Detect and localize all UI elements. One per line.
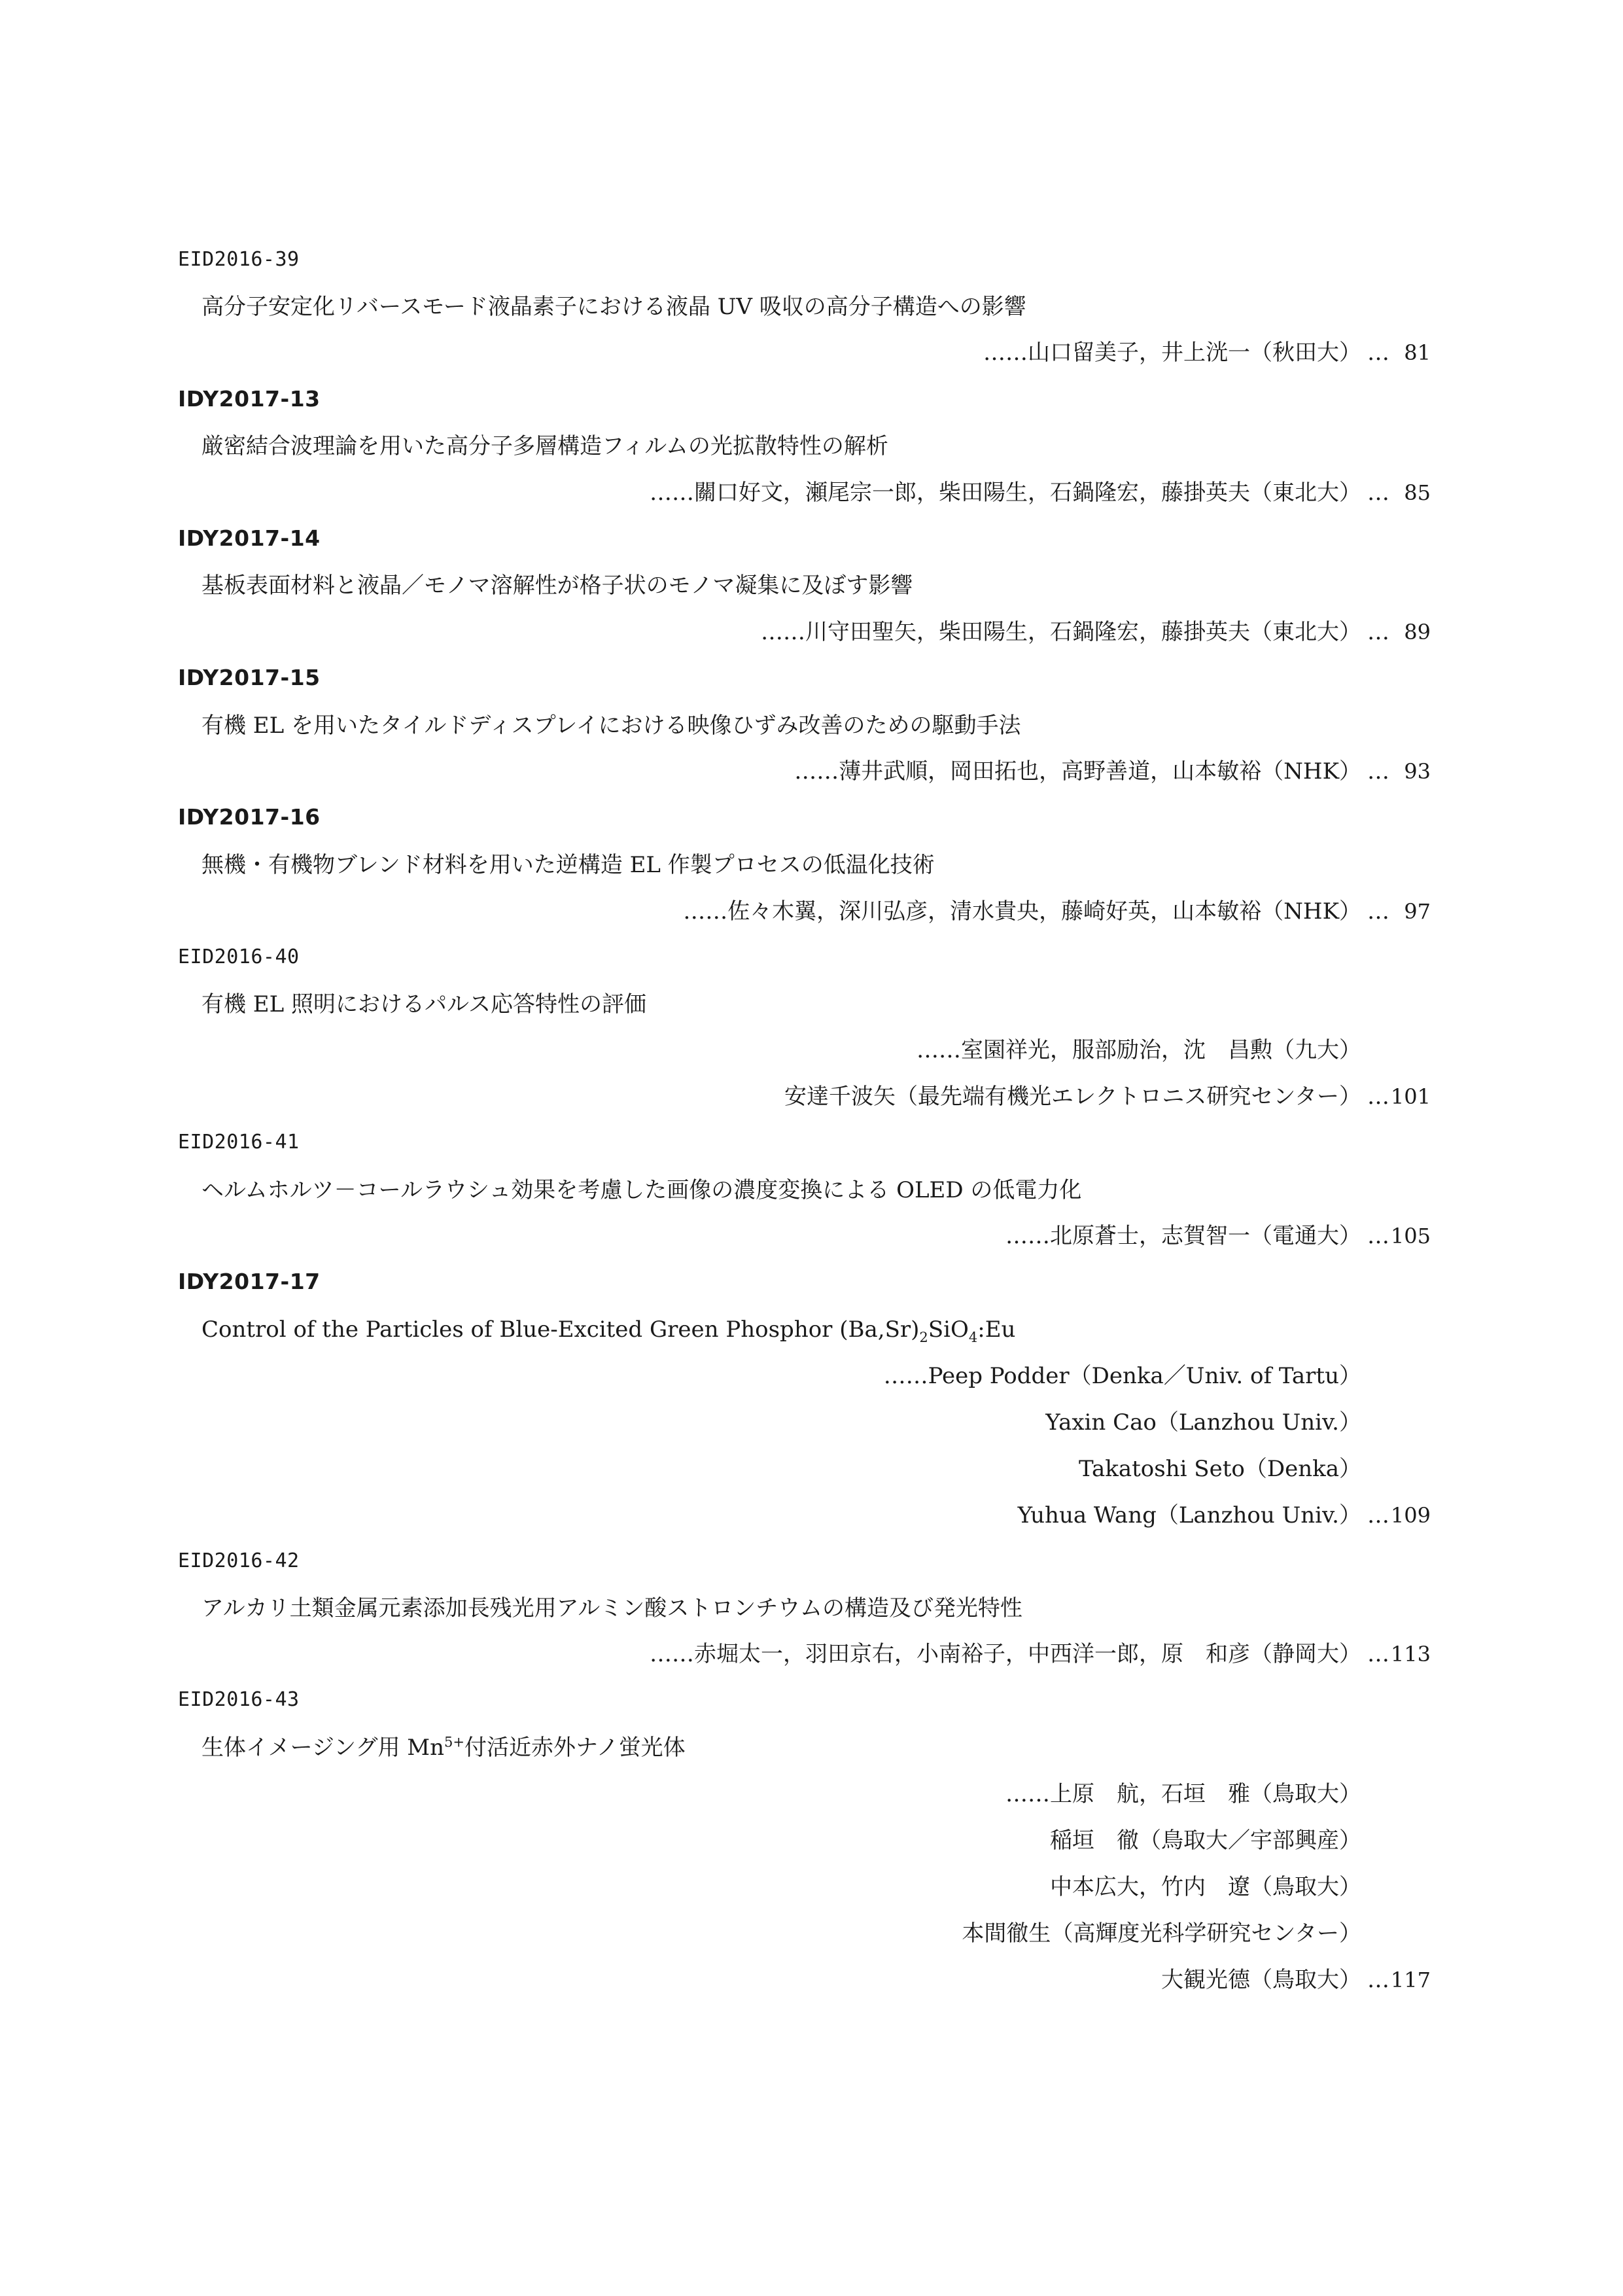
entry-authors: 中本広大，竹内 遼（鳥取大） bbox=[1050, 1874, 1361, 1900]
ellipsis: … bbox=[1367, 1967, 1389, 1993]
ellipsis: … bbox=[1367, 340, 1389, 366]
ellipsis: … bbox=[1367, 480, 1389, 506]
entry-authors: ……佐々木翼，深川弘彦，清水貴央，藤崎好英，山本敏裕（NHK） bbox=[683, 898, 1361, 925]
ellipsis: … bbox=[1367, 898, 1389, 925]
page-number: 97 bbox=[1404, 899, 1431, 924]
entry-title: 基板表面材料と液晶／モノマ溶解性が格子状のモノマ凝集に及ぼす影響 bbox=[201, 573, 913, 599]
page-number: 117 bbox=[1390, 1968, 1431, 1992]
entry-authors: ……Peep Podder（Denka／Univ. of Tartu） bbox=[883, 1363, 1361, 1389]
entry-authors: ……山口留美子，井上洸一（秋田大） bbox=[983, 340, 1361, 366]
entry-code: IDY2017-13 bbox=[178, 386, 321, 412]
page-number: 85 bbox=[1404, 480, 1431, 505]
entry-code: EID2016-39 bbox=[178, 248, 300, 271]
entry-code: IDY2017-17 bbox=[178, 1269, 321, 1294]
entry-title: 無機・有機物ブレンド材料を用いた逆構造 EL 作製プロセスの低温化技術 bbox=[201, 852, 935, 878]
entry-title: 厳密結合波理論を用いた高分子多層構造フィルムの光拡散特性の解析 bbox=[201, 433, 888, 459]
ellipsis: … bbox=[1367, 1641, 1389, 1667]
entry-title: 有機 EL 照明におけるパルス応答特性の評価 bbox=[201, 991, 646, 1017]
entry-code: EID2016-41 bbox=[178, 1131, 300, 1154]
ellipsis: … bbox=[1367, 1502, 1389, 1528]
entry-authors: 大観光德（鳥取大） bbox=[1161, 1967, 1361, 1993]
page-number: 109 bbox=[1390, 1503, 1431, 1528]
page-number: 105 bbox=[1390, 1224, 1431, 1248]
entry-title: Control of the Particles of Blue-Excited Green Phosphor $(Ba,Sr)_2SiO_4:Eu$ bbox=[201, 1316, 1016, 1345]
ellipsis: … bbox=[1367, 1084, 1389, 1110]
page-number: 89 bbox=[1404, 620, 1431, 645]
entry-code: EID2016-40 bbox=[178, 945, 300, 968]
entry-authors: Takatoshi Seto（Denka） bbox=[1078, 1456, 1361, 1482]
entry-authors: 本間徹生（高輝度光科学研究センター） bbox=[962, 1920, 1361, 1947]
entry-authors: Yaxin Cao（Lanzhou Univ.） bbox=[1045, 1409, 1361, 1436]
entry-authors: ……室園祥光，服部励治，沈 昌勲（九大） bbox=[916, 1037, 1361, 1063]
entry-authors: 安達千波矢（最先端有機光エレクトロニス研究センター） bbox=[784, 1084, 1361, 1110]
page-number: 93 bbox=[1404, 759, 1431, 784]
entry-code: EID2016-42 bbox=[178, 1549, 300, 1572]
entry-authors: Yuhua Wang（Lanzhou Univ.） bbox=[1017, 1502, 1361, 1528]
entry-title: 生体イメージング用 $Mn^{5+}$付活近赤外ナノ蛍光体 bbox=[201, 1733, 686, 1761]
entry-authors: ……川守田聖矢，柴田陽生，石鍋隆宏，藤掛英夫（東北大） bbox=[761, 619, 1361, 645]
entry-title: 高分子安定化リバースモード液晶素子における液晶 UV 吸収の高分子構造への影響 bbox=[201, 294, 1026, 320]
entry-authors: 稲垣 徹（鳥取大／宇部興産） bbox=[1050, 1828, 1361, 1854]
entry-title: アルカリ土類金属元素添加長残光用アルミン酸ストロンチウムの構造及び発光特性 bbox=[201, 1595, 1022, 1621]
page-number: 101 bbox=[1390, 1084, 1431, 1109]
page-number: 113 bbox=[1390, 1642, 1431, 1667]
entry-code: IDY2017-14 bbox=[178, 525, 321, 551]
entry-code: EID2016-43 bbox=[178, 1688, 300, 1711]
ellipsis: … bbox=[1367, 619, 1389, 645]
entry-authors: ……上原 航，石垣 雅（鳥取大） bbox=[1005, 1781, 1361, 1807]
entry-authors: ……北原蒼士，志賀智一（電通大） bbox=[1005, 1223, 1361, 1249]
entry-title: 有機 EL を用いたタイルドディスプレイにおける映像ひずみ改善のための駆動手法 bbox=[201, 713, 1021, 739]
entry-title: ヘルムホルツ－コールラウシュ効果を考慮した画像の濃度変換による OLED の低電力化 bbox=[201, 1177, 1082, 1203]
entry-authors: ……關口好文，瀬尾宗一郎，柴田陽生，石鍋隆宏，藤掛英夫（東北大） bbox=[650, 480, 1361, 506]
page-number: 81 bbox=[1404, 340, 1431, 365]
entry-authors: ……薄井武順，岡田拓也，高野善道，山本敏裕（NHK） bbox=[794, 758, 1361, 785]
ellipsis: … bbox=[1367, 758, 1389, 785]
entry-authors: ……赤堀太一，羽田京右，小南裕子，中西洋一郎，原 和彦（静岡大） bbox=[650, 1641, 1361, 1667]
entry-code: IDY2017-15 bbox=[178, 665, 321, 690]
entry-code: IDY2017-16 bbox=[178, 804, 321, 830]
ellipsis: … bbox=[1367, 1223, 1389, 1249]
